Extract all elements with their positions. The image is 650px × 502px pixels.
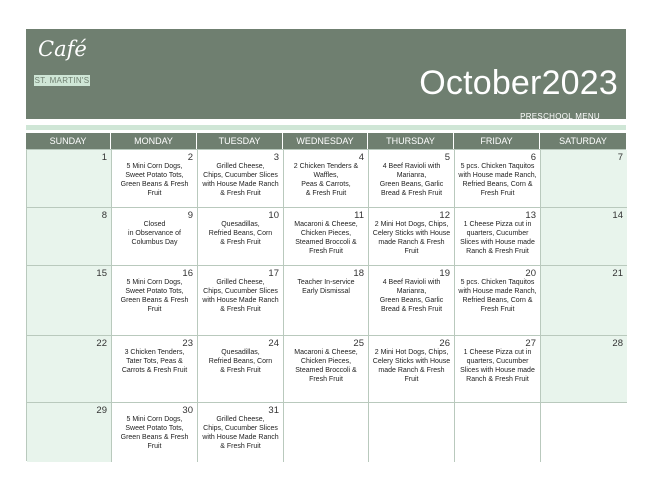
menu-text: 5 Mini Corn Dogs, Sweet Potato Tots, Green Beans & Fresh Fruit [120, 416, 189, 450]
day-number: 26 [439, 338, 450, 349]
day-number: 27 [525, 338, 536, 349]
day-cell [198, 208, 284, 266]
day-number: 12 [439, 210, 450, 221]
day-cell [541, 150, 627, 208]
calendar-header [26, 29, 626, 119]
day-cell [198, 266, 284, 336]
day-cell [541, 208, 627, 266]
day-number: 10 [268, 210, 279, 221]
day-number: 14 [612, 210, 623, 221]
menu-text: 5 pcs. Chicken Taquitos with House made Ranch, Refried Beans, Corn & Fresh Fruit [458, 163, 537, 197]
weekday-sunday: SUNDAY [26, 133, 111, 149]
year: 2023 [541, 64, 618, 102]
day-number: 23 [182, 338, 193, 349]
day-cell [27, 150, 112, 208]
day-cell [112, 403, 198, 462]
weekday-header-row [26, 133, 626, 149]
day-number: 29 [96, 405, 107, 416]
menu-subtitle: PRESCHOOL MENU [520, 112, 600, 121]
day-cell [369, 403, 455, 462]
day-number: 16 [182, 268, 193, 279]
day-cell [112, 266, 198, 336]
day-number: 28 [612, 338, 623, 349]
menu-text: 3 Chicken Tenders, Tater Tots, Peas & Carrots & Fresh Fruit [121, 349, 188, 374]
day-cell [27, 336, 112, 403]
day-cell [369, 150, 455, 208]
day-cell [284, 208, 369, 266]
menu-text: Quesadillas, Refried Beans, Corn & Fresh Fruit [208, 349, 273, 374]
menu-text: 1 Cheese Pizza cut in quarters, Cucumber Slices with House made Ranch & Fresh Fruit [460, 349, 535, 383]
day-cell [541, 266, 627, 336]
day-number: 17 [268, 268, 279, 279]
cafe-logo [34, 35, 90, 85]
day-cell [455, 150, 541, 208]
day-number: 4 [358, 152, 364, 163]
day-number: 11 [354, 210, 364, 221]
menu-text: 5 Mini Corn Dogs, Sweet Potato Tots, Green Beans & Fresh Fruit [120, 163, 189, 197]
menu-text: Macaroni & Cheese, Chicken Pieces, Steamed Broccoli & Fresh Fruit [294, 221, 358, 255]
weekday-tuesday: TUESDAY [197, 133, 283, 149]
day-cell [198, 150, 284, 208]
menu-text: 4 Beef Ravioli with Marianra, Green Beans, Garlic Bread & Fresh Fruit [379, 163, 444, 197]
logo-subtext: ST. MARTIN'S [34, 76, 90, 85]
day-cell [112, 150, 198, 208]
menu-text: 5 Mini Corn Dogs, Sweet Potato Tots, Green Beans & Fresh Fruit [120, 279, 189, 313]
day-cell [27, 403, 112, 462]
menu-text: 1 Cheese Pizza cut in quarters, Cucumber Slices with House made Ranch & Fresh Fruit [460, 221, 535, 255]
day-number: 18 [353, 268, 364, 279]
day-cell [369, 336, 455, 403]
menu-text: 5 pcs. Chicken Taquitos with House made Ranch, Refried Beans, Corn & Fresh Fruit [458, 279, 537, 313]
menu-text: 2 Mini Hot Dogs, Chips, Celery Sticks with House made Ranch & Fresh Fruit [372, 221, 451, 255]
weekday-thursday: THURSDAY [368, 133, 454, 149]
day-cell [198, 403, 284, 462]
day-number: 19 [439, 268, 450, 279]
menu-text: Grilled Cheese, Chips, Cucumber Slices with House Made Ranch & Fresh Fruit [202, 416, 279, 450]
day-number: 24 [268, 338, 279, 349]
day-cell [455, 336, 541, 403]
month-name: October [419, 64, 542, 102]
day-cell [112, 336, 198, 403]
day-cell [455, 403, 541, 462]
day-number: 30 [182, 405, 193, 416]
day-cell [369, 208, 455, 266]
day-number: 1 [101, 152, 107, 163]
logo-script-text: Café [38, 37, 87, 61]
day-number: 8 [101, 210, 107, 221]
day-number: 22 [96, 338, 107, 349]
day-cell [455, 208, 541, 266]
day-cell [27, 266, 112, 336]
day-number: 2 [187, 152, 193, 163]
menu-text: 4 Beef Ravioli with Marianra, Green Beans, Garlic Bread & Fresh Fruit [379, 279, 444, 313]
day-number: 25 [353, 338, 364, 349]
menu-text: Teacher In-service Early Dismissal [297, 279, 355, 295]
day-number: 20 [525, 268, 536, 279]
menu-text: Macaroni & Cheese, Chicken Pieces, Steamed Broccoli & Fresh Fruit [294, 349, 358, 383]
menu-text: 2 Mini Hot Dogs, Chips, Celery Sticks with House made Ranch & Fresh Fruit [372, 349, 451, 383]
day-number: 5 [444, 152, 450, 163]
menu-text: Grilled Cheese, Chips, Cucumber Slices with House Made Ranch & Fresh Fruit [202, 279, 279, 313]
day-cell [284, 150, 369, 208]
day-number: 3 [273, 152, 279, 163]
day-cell [284, 336, 369, 403]
day-number: 31 [268, 405, 279, 416]
weekday-saturday: SATURDAY [559, 136, 607, 146]
menu-text: Grilled Cheese, Chips, Cucumber Slices with House Made Ranch & Fresh Fruit [202, 163, 279, 197]
menu-text: Closed in Observance of Columbus Day [128, 221, 181, 246]
day-number: 7 [617, 152, 623, 163]
weekday-wednesday: WEDNESDAY [283, 133, 368, 149]
day-number: 21 [612, 268, 623, 279]
day-cell [541, 336, 627, 403]
weekday-friday: FRIDAY [454, 133, 540, 149]
weekday-monday: MONDAY [111, 133, 197, 149]
day-cell [455, 266, 541, 336]
day-number: 15 [96, 268, 107, 279]
day-cell [284, 266, 369, 336]
calendar-grid [26, 149, 626, 461]
day-cell [284, 403, 369, 462]
day-number: 9 [187, 210, 193, 221]
day-number: 6 [530, 152, 536, 163]
day-cell [198, 336, 284, 403]
day-number: 13 [525, 210, 536, 221]
day-cell [369, 266, 455, 336]
day-cell [541, 403, 627, 462]
header-separator [26, 125, 626, 130]
menu-text: Quesadillas, Refried Beans, Corn & Fresh Fruit [208, 221, 273, 246]
day-cell [112, 208, 198, 266]
menu-text: 2 Chicken Tenders & Waffles, Peas & Carrots, & Fresh Fruit [293, 163, 359, 197]
month-title [419, 64, 618, 103]
day-cell [27, 208, 112, 266]
